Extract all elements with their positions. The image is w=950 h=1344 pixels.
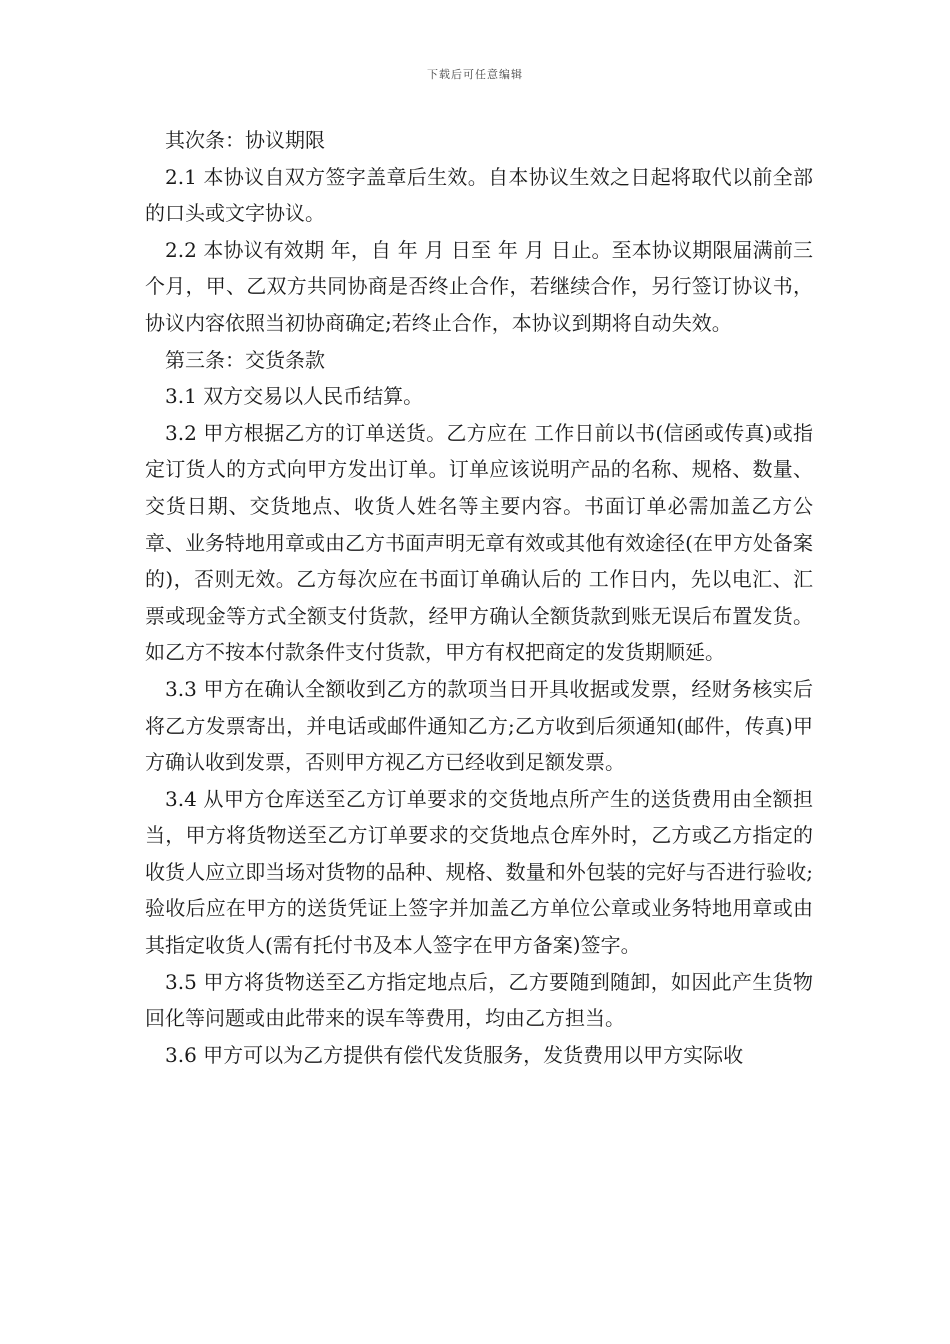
section-heading-2: 其次条：协议期限 <box>165 128 325 152</box>
clause-3-6: 3.6 甲方可以为乙方提供有偿代发货服务，发货费用以甲方实际收 <box>165 1042 744 1067</box>
page-header: 下载后可任意编辑 <box>427 68 523 81</box>
clause-3-4: 3.4 从甲方仓库送至乙方订单要求的交货地点所产生的送货费用由全额担当，甲方将货物送至乙方订单要求的交货地点仓库外时，乙方或乙方指定的收货人应立即当场对货物的品种、规格、数量和外包装的完好与否进行验收;验收后应在甲方的送货凭证上签字并加盖乙方单位公章或业务特地用章或由其指定收货人(需有托付书及本人签字在甲方备案)签字。 <box>145 786 813 958</box>
clause-3-3: 3.3 甲方在确认全额收到乙方的款项当日开具收据或发票，经财务核实后将乙方发票寄出，并电话或邮件通知乙方;乙方收到后须通知(邮件，传真)甲方确认收到发票，否则甲方视乙方已经收到足额发票。 <box>145 676 813 775</box>
clause-3-2: 3.2 甲方根据乙方的订单送货。乙方应在 工作日前以书(信函或传真)或指定订货人的方式向甲方发出订单。订单应该说明产品的名称、规格、数量、交货日期、交货地点、收货人姓名等主要内容。书面订单必需加盖乙方公章、业务特地用章或由乙方书面声明无章有效或其他有效途径(在甲方处备案的)，否则无效。乙方每次应在书面订单确认后的 工作日内，先以电汇、汇票或现金等方式全额支付货款，经甲方确认全额货款到账无误后布置发货。如乙方不按本付款条件支付货款，甲方有权把商定的发货期顺延。 <box>145 420 813 665</box>
document-body <box>145 122 813 1073</box>
clause-2-2: 2.2 本协议有效期 年，自 年 月 日至 年 月 日止。至本协议期限届满前三个月，甲、乙双方共同协商是否终止合作，若继续合作，另行签订协议书，协议内容依照当初协商确定;若终止合作，本协议到期将自动失效。 <box>145 237 813 335</box>
clause-2-1: 2.1 本协议自双方签字盖章后生效。自本协议生效之日起将取代以前全部的口头或文字协议。 <box>145 164 813 226</box>
clause-3-1: 3.1 双方交易以人民币结算。 <box>165 384 424 409</box>
section-heading-3: 第三条：交货条款 <box>165 347 325 372</box>
clause-3-5: 3.5 甲方将货物送至乙方指定地点后，乙方要随到随卸，如因此产生货物回化等问题或由此带来的误车等费用，均由乙方担当。 <box>145 969 813 1031</box>
